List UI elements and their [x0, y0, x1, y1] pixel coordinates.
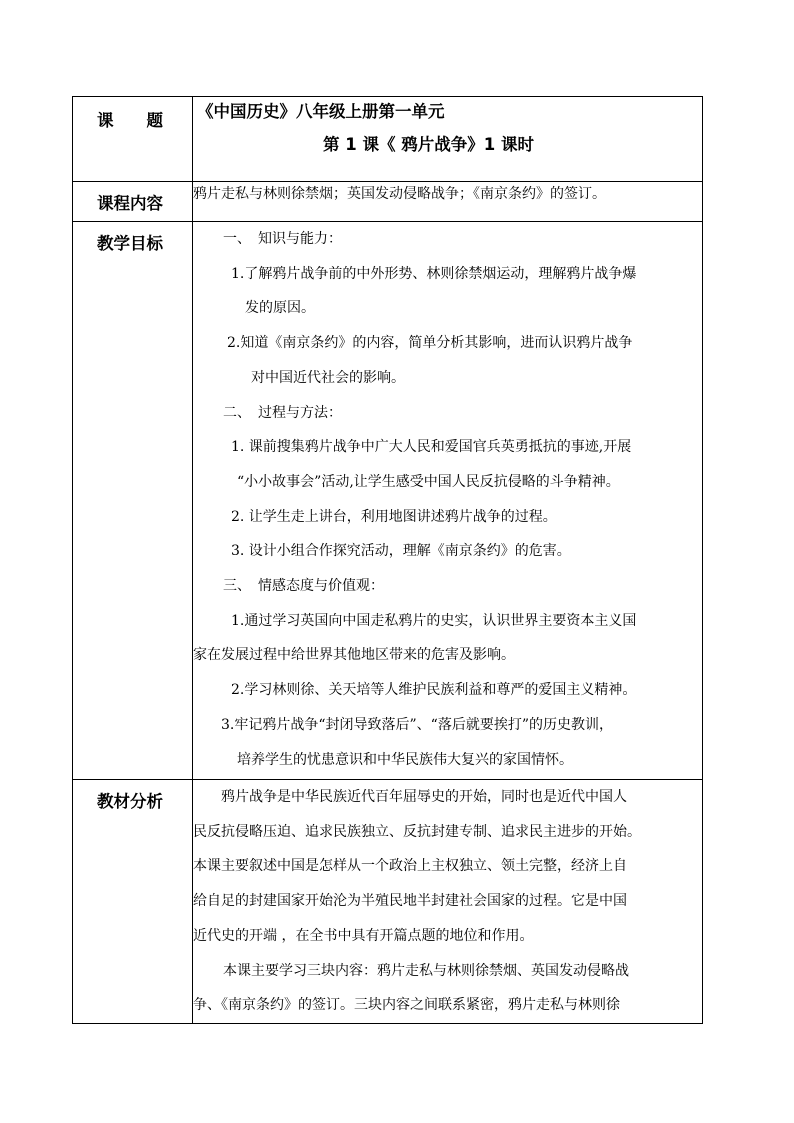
objective-line: 家在发展过程中给世界其他地区带来的危害及影响。	[193, 647, 515, 664]
objective-line: 培养学生的忧患意识和中华民族伟大复兴的家国情怀。	[237, 751, 573, 768]
objectives-label: 教学目标	[97, 234, 163, 253]
topic-value-cell	[193, 97, 703, 182]
objective-section-heading: 一、 知识与能力：	[223, 231, 342, 247]
analysis-label-cell	[73, 780, 193, 1024]
objective-line: 3. 设计小组合作探究活动，理解《南京条约》的危害。	[231, 543, 571, 560]
topic-label-cell	[73, 97, 193, 182]
topic-line-2: 第 1 课《 鸦片战争》1 课时	[323, 135, 534, 154]
objective-line: 2. 让学生走上讲台，利用地图讲述鸦片战争的过程。	[231, 508, 557, 525]
analysis-line: 鸦片战争是中华民族近代百年屈辱史的开始，同时也是近代中国人	[221, 789, 627, 805]
objectives-value-cell	[193, 222, 703, 780]
analysis-value-cell	[193, 780, 703, 1024]
analysis-row	[73, 780, 703, 1024]
topic-row	[73, 97, 703, 182]
objective-line: 发的原因。	[245, 300, 315, 317]
objective-line: “小小故事会”活动,让学生感受中国人民反抗侵略的斗争精神。	[237, 473, 620, 490]
objective-section-heading: 二、 过程与方法：	[223, 404, 342, 421]
analysis-line: 给自足的封建国家开始沦为半殖民地半封建社会国家的过程。它是中国	[193, 893, 627, 910]
objective-line: 1. 课前搜集鸦片战争中广大人民和爱国官兵英勇抵抗的事迹,开展	[231, 439, 632, 456]
objectives-label-cell	[73, 222, 193, 780]
objective-line: 1.通过学习英国向中国走私鸦片的史实，认识世界主要资本主义国	[231, 612, 637, 629]
analysis-line: 本课主要叙述中国是怎样从一个政治上主权独立、领土完整，经济上自	[193, 858, 627, 875]
analysis-line: 近代史的开端 ，在全书中具有开篇点题的地位和作用。	[193, 927, 534, 944]
topic-line-1: 《中国历史》八年级上册第一单元	[197, 102, 445, 121]
objective-line: 对中国近代社会的影响。	[251, 369, 405, 386]
lesson-plan-table	[72, 96, 703, 1024]
objective-line: 1.了解鸦片战争前的中外形势、林则徐禁烟运动，理解鸦片战争爆	[231, 265, 637, 282]
analysis-line: 民反抗侵略压迫、追求民族独立、反抗封建专制、追求民主进步的开始。	[193, 823, 641, 840]
objective-line: 2.知道《南京条约》的内容，简单分析其影响，进而认识鸦片战争	[227, 335, 633, 352]
content-row	[73, 182, 703, 222]
objective-line: 2.学习林则徐、关天培等人维护民族利益和尊严的爱国主义精神。	[231, 682, 637, 699]
objective-line: 3.牢记鸦片战争“封闭导致落后”、“落后就要挨打”的历史教训，	[221, 716, 613, 733]
objective-section-heading: 三、 情感态度与价值观：	[223, 578, 384, 595]
topic-label: 课 题	[97, 111, 163, 130]
content-text: 鸦片走私与林则徐禁烟；英国发动侵略战争；《南京条约》的签订。	[193, 186, 606, 202]
analysis-line: 本课主要学习三块内容：鸦片走私与林则徐禁烟、英国发动侵略战	[223, 962, 629, 979]
content-value-cell	[193, 182, 703, 222]
analysis-line: 争、《南京条约》的签订。三块内容之间联系紧密，鸦片走私与林则徐	[193, 997, 620, 1014]
objectives-row	[73, 222, 703, 780]
analysis-label: 教材分析	[97, 792, 163, 811]
content-label-cell	[73, 182, 193, 222]
content-label: 课程内容	[97, 194, 163, 213]
